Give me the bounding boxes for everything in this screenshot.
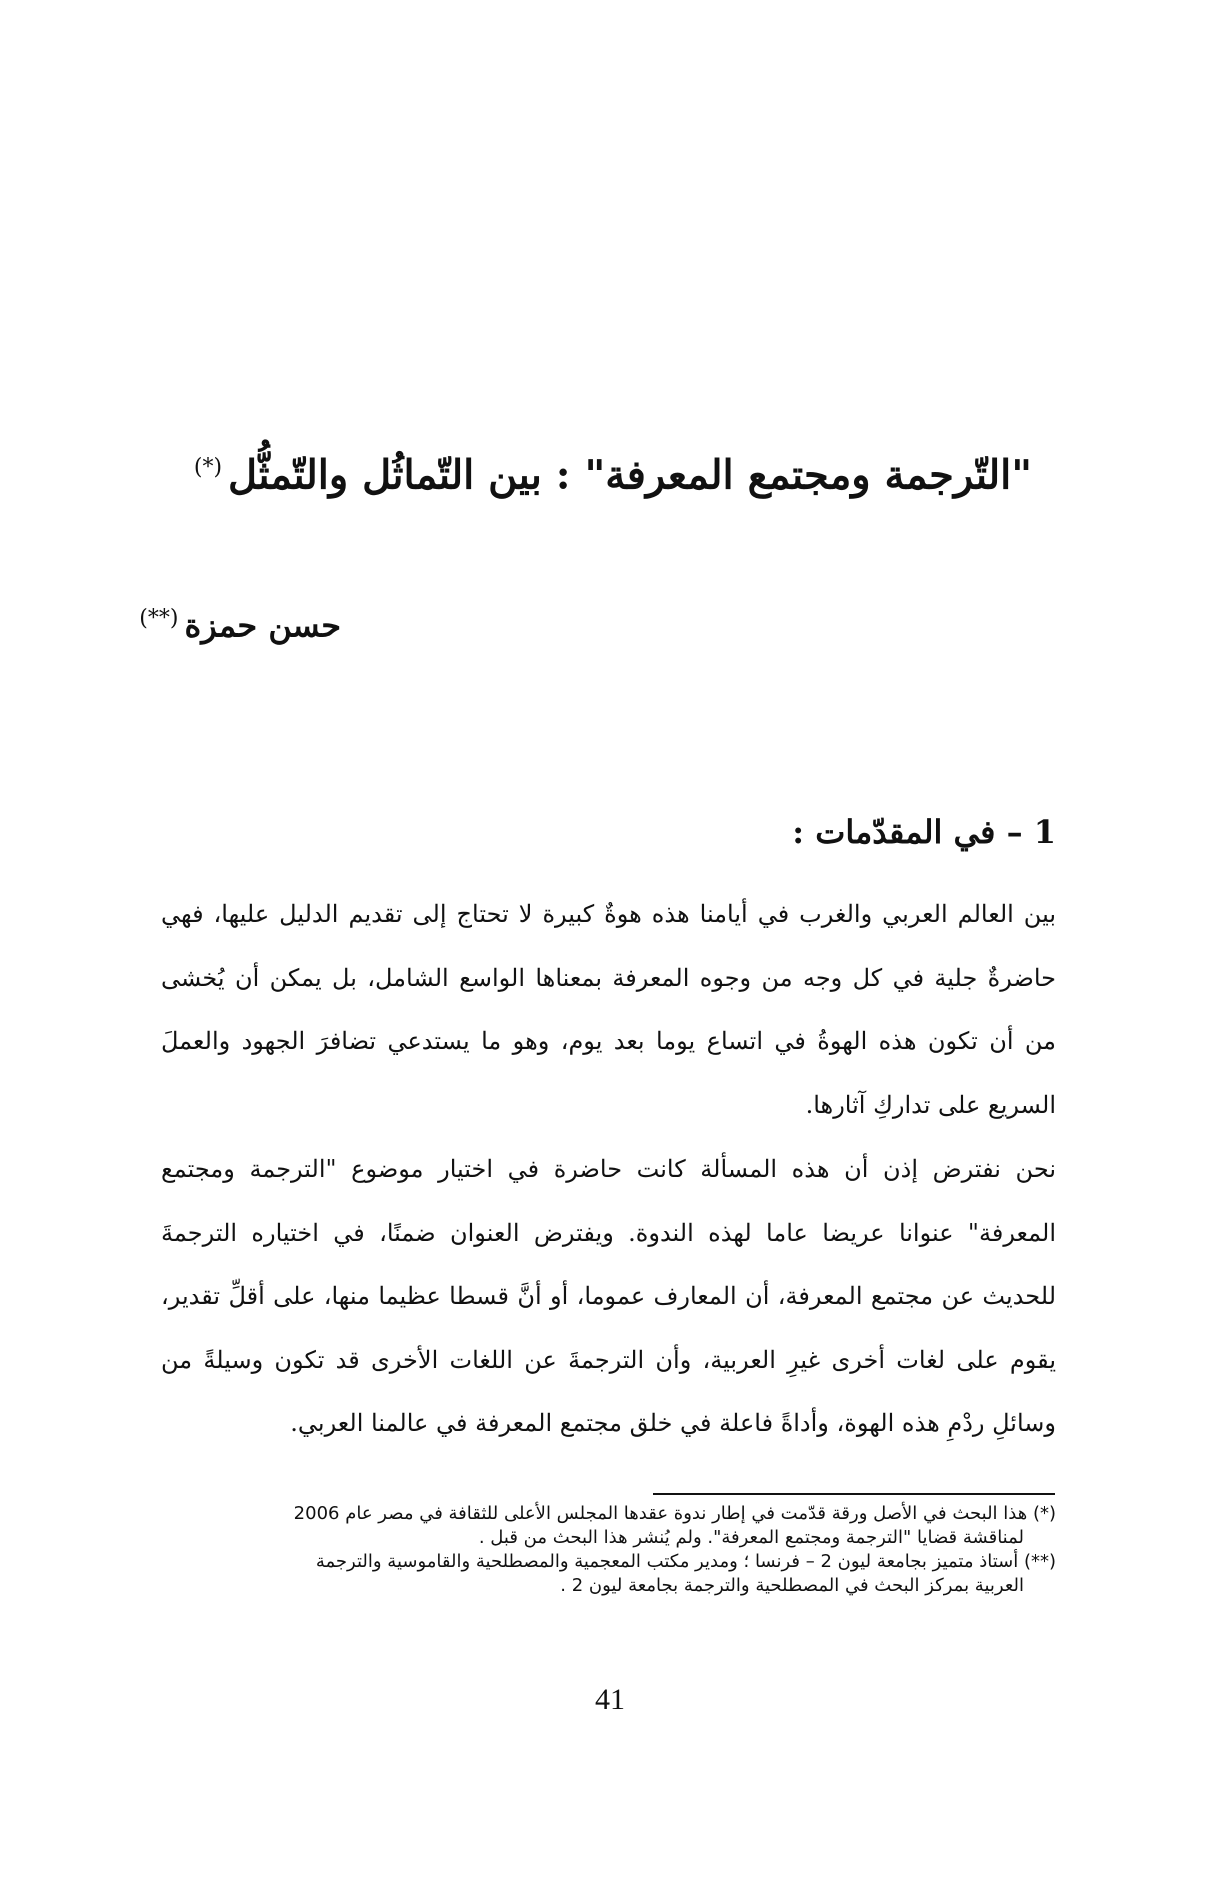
footnote-separator	[653, 1493, 1055, 1495]
body-paragraph-2: نحن نفترض إذن أن هذه المسألة كانت حاضرة في اختيار موضوع "الترجمة ومجتمع المعرفة" عنوانا عريضا عاما لهذه الندوة. ويفترض العنوان ضمنًا، في اختياره الترجمةَ للحديث عن مجتمع المعرفة، أن المعارف عموما، أو أنَّ قسطا عظيما منها، على أقلِّ تقدير، يقوم على لغات أخرى غيرِ العربية، وأن الترجمةَ عن اللغات الأخرى قد تكون وسيلةً من وسائلِ ردْمِ هذه الهوة، وأداةً فاعلة في خلق مجتمع المعرفة في عالمنا العربي.	[161, 1155, 1056, 1437]
footnote-1-line1: هذا البحث في الأصل ورقة قدّمت في إطار ندوة عقدها المجلس الأعلى للثقافة في مصر عام 2006	[293, 1503, 1028, 1524]
article-title	[160, 438, 1060, 505]
footnote-2-marker: (**)	[1023, 1551, 1056, 1572]
footnote-2-continuation: العربية بمركز البحث في المصطلحية والترجمة بجامعة ليون 2 .	[560, 1575, 1024, 1596]
author-line	[41, 594, 341, 651]
page-number: 41	[595, 1683, 625, 1716]
body-paragraph-1: بين العالم العربي والغرب في أيامنا هذه هوةٌ كبيرة لا تحتاج إلى تقديم الدليل عليها، فهي حاضرةٌ جلية في كل وجه من وجوه المعرفة بمعناها الواسع الشامل، بل يمكن أن يُخشى من أن تكون هذه الهوةُ في اتساع يوما بعد يوم، وهو ما يستدعي تضافرَ الجهود والعملَ السريع على تداركِ آثارها.	[161, 900, 1056, 1119]
footnote-1-continuation: لمناقشة قضايا "الترجمة ومجتمع المعرفة". ولم يُنشر هذا البحث من قبل .	[478, 1527, 1024, 1548]
section-heading: 1 – في المقدّمات :	[792, 813, 1056, 851]
author-footnote-marker: (**)	[139, 606, 179, 631]
author-name: حسن حمزة	[184, 606, 341, 645]
footnote-1-marker: (*)	[1032, 1503, 1056, 1524]
article-title-text: "التّرجمة ومجتمع المعرفة" : بين التّماثُل والتّمثُّل	[228, 451, 1033, 499]
title-footnote-marker: (*)	[193, 455, 223, 480]
footnote-2-line1: أستاذ متميز بجامعة ليون 2 – فرنسا ؛ ومدير مكتب المعجمية والمصطلحية والقاموسية والترجمة	[315, 1551, 1019, 1572]
footnote-1	[161, 1502, 1056, 1526]
footnotes	[161, 1502, 1056, 1598]
footnote-2	[161, 1550, 1056, 1574]
